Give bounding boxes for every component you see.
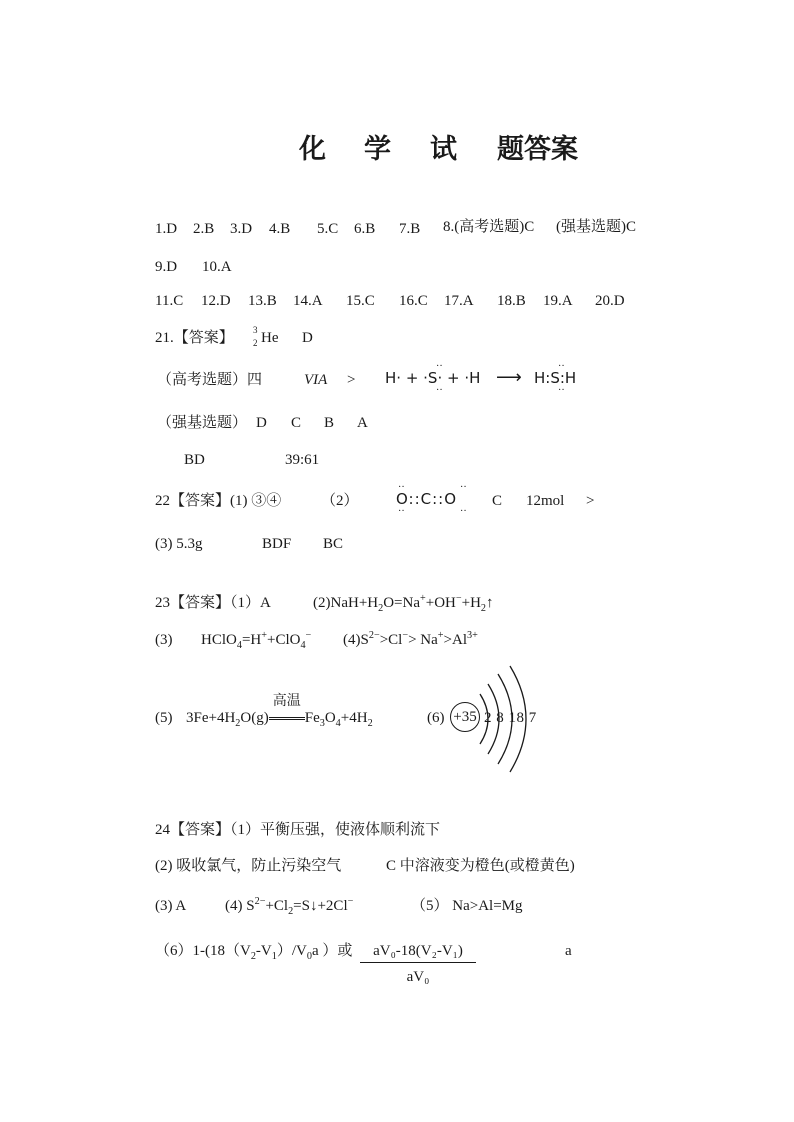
mc-answer: 11.C	[155, 293, 184, 309]
electron-shell-counts: 2 8 18 7	[484, 710, 537, 726]
lewis-reactants: H· + ·S· + ·H	[385, 369, 481, 387]
lone-pair-o1-bottom: ··	[398, 506, 405, 517]
q24-part-2: (2) 吸收氯气，防止污染空气	[155, 858, 342, 874]
mc-answer: 18.B	[497, 293, 526, 309]
q22-greater: >	[586, 493, 595, 509]
q21-qj-answer: C	[291, 415, 302, 431]
page-title	[0, 136, 794, 170]
reaction-condition: 高温	[269, 711, 305, 726]
q22-c: C	[492, 493, 503, 509]
mc-answer: 14.A	[293, 293, 323, 309]
lone-pair-o1-top: ··	[398, 482, 405, 493]
mc-answer: 5.C	[317, 221, 339, 237]
reaction-arrow: ⟶	[496, 367, 522, 388]
q22-part-2: （2）	[321, 493, 359, 509]
mc-answer: 17.A	[444, 293, 474, 309]
q23-equation-5: $3Fe+4H_2O(g)$ 高温 $Fe_3O_4+4H_2$	[186, 694, 373, 729]
q21-qiangji-label: （强基选题）	[157, 415, 248, 431]
title-char-4: 题答案	[497, 134, 578, 165]
mc-answer: 6.B	[354, 221, 376, 237]
q22-bc: BC	[323, 536, 344, 552]
q24-a: a	[565, 943, 572, 959]
lone-pair-o2-top: ··	[460, 482, 467, 493]
q21-greater: >	[347, 372, 356, 388]
q22-label: 22【答案】(1) ③④	[155, 493, 282, 509]
mc-answer: 1.D	[155, 221, 178, 237]
q21-qj-answer: D	[256, 415, 267, 431]
q21-gaokao-label: （高考选题）四	[157, 372, 263, 388]
title-char-3: 试	[430, 134, 457, 165]
q23-part-5-label: (5)	[155, 710, 173, 726]
lone-pair-top-product: ··	[558, 361, 565, 372]
q21-bd: BD	[184, 452, 205, 468]
q24-part-6: $(6)1-(18(V_2-V_1)/V_0a$ ）或	[155, 943, 353, 962]
q22-part-3: (3) 5.3g	[155, 536, 203, 552]
mc-answer: 20.D	[595, 293, 625, 309]
q24-part-2b: C 中溶液变为橙色(或橙黄色)	[386, 858, 575, 874]
q24-fraction	[360, 943, 476, 986]
q23-part-4: $(4)S^{2-}>Cl^-> Na^+>Al^{3+}$	[343, 630, 478, 648]
mc-answer: 15.C	[346, 293, 375, 309]
q21-qj-answer: A	[357, 415, 368, 431]
mc-answer: 10.A	[202, 259, 232, 275]
q21-label: 21.【答案】	[155, 330, 234, 346]
q24-part-5: （5） Na>Al=Mg	[411, 898, 523, 914]
lewis-product: H:S:H	[534, 369, 577, 387]
q21-qj-answer: B	[324, 415, 335, 431]
mc-answer: 19.A	[543, 293, 573, 309]
q24-part-4: (4) $S^{2-}+Cl_2=S↓+2Cl^-$	[225, 896, 354, 917]
isotope-mass-number: 3	[253, 325, 258, 335]
mc-answer: 3.D	[230, 221, 253, 237]
q23-part-6-label: (6)	[427, 710, 445, 726]
co2-lewis-structure: O::C::O	[396, 490, 458, 508]
q21-group: VIA	[304, 372, 328, 388]
q23-label: 23【答案】（1）A	[155, 595, 271, 611]
title-char-1: 化	[299, 134, 326, 165]
mc-answer: 7.B	[399, 221, 421, 237]
mc-answer: 8.(高考选题)C	[443, 219, 535, 235]
q21-ratio: 39:61	[285, 452, 320, 468]
lone-pair-top-s: ··	[436, 361, 443, 372]
title-char-2: 学	[364, 134, 391, 165]
fraction-numerator: aV₀-18(V₂-V₁)	[360, 943, 476, 963]
mc-answer: 9.D	[155, 259, 178, 275]
q23-part-3-label: (3)	[155, 632, 173, 648]
isotope-symbol: He	[261, 330, 279, 346]
mc-answer: 12.D	[201, 293, 231, 309]
mc-answer: 4.B	[269, 221, 291, 237]
q23-equation-3: HClO$_4$=H++ClO$_4$−	[201, 630, 312, 651]
lone-pair-bottom-product: ··	[558, 385, 565, 396]
q23-equation-2: $(2)NaH+H_2O=Na^++OH^-+H_2↑$	[313, 593, 494, 614]
mc-answer: 13.B	[248, 293, 277, 309]
fraction-denominator: aV₀	[406, 969, 430, 985]
mc-answer: 2.B	[193, 221, 215, 237]
q22-bdf: BDF	[262, 536, 292, 552]
lone-pair-o2-bottom: ··	[460, 506, 467, 517]
q24-label: 24【答案】（1）平衡压强，使液体顺利流下	[155, 822, 441, 838]
atom-nucleus: +35	[450, 702, 480, 732]
lone-pair-bottom-s: ··	[436, 385, 443, 396]
q22-mol: 12mol	[526, 493, 565, 509]
mc-answer: (强基选题)C	[556, 219, 636, 235]
q24-part-3: (3) A	[155, 898, 187, 914]
q21-answer-d: D	[302, 330, 313, 346]
mc-answer: 16.C	[399, 293, 428, 309]
isotope-atomic-number: 2	[253, 338, 258, 348]
